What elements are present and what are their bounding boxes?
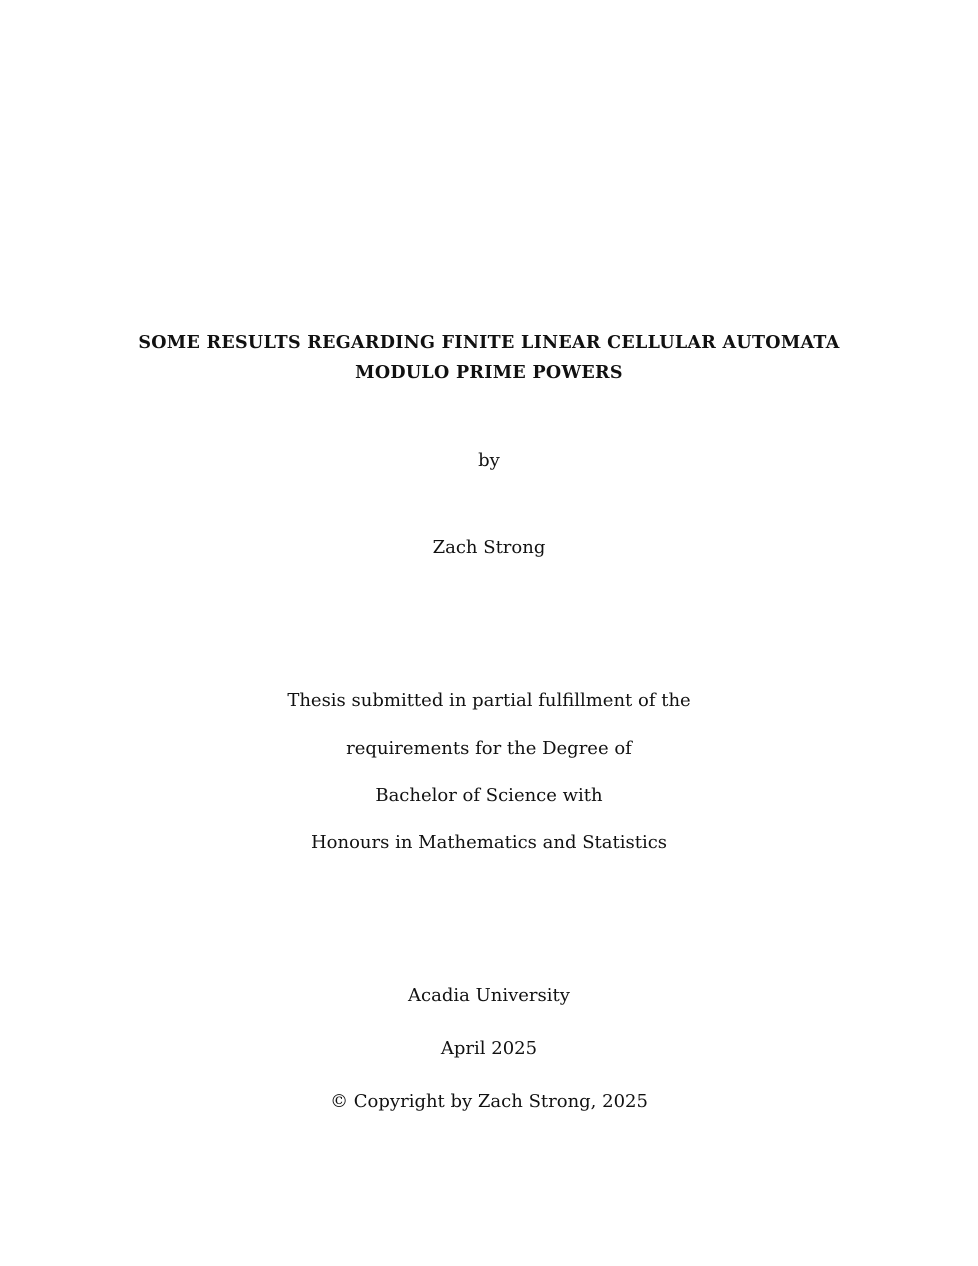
author-name: Zach Strong	[432, 537, 546, 558]
submission-line-3: Bachelor of Science with	[375, 785, 603, 806]
thesis-title-line-2: MODULO PRIME POWERS	[355, 363, 623, 383]
thesis-title-line-1: SOME RESULTS REGARDING FINITE LINEAR CELLULAR AUTOMATA	[138, 333, 840, 353]
submission-date: April 2025	[440, 1038, 538, 1059]
institution-name: Acadia University	[408, 985, 570, 1006]
submission-line-1: Thesis submitted in partial fulfillment of the	[287, 690, 691, 711]
submission-line-2: requirements for the Degree of	[346, 738, 632, 759]
by-label: by	[478, 450, 500, 471]
copyright-notice: © Copyright by Zach Strong, 2025	[330, 1091, 648, 1112]
submission-line-4: Honours in Mathematics and Statistics	[310, 832, 668, 853]
